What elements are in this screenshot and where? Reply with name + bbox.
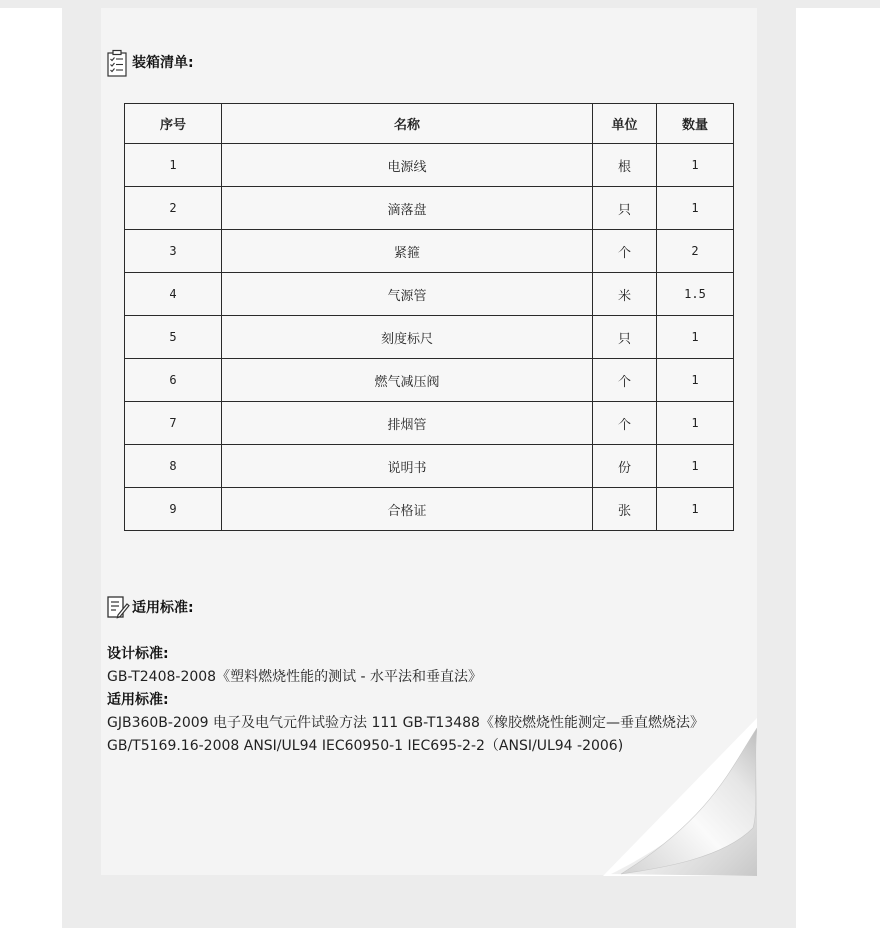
cell-unit: 张 <box>593 488 657 531</box>
applicable-standard-label: 适用标准: <box>107 692 169 708</box>
cell-no: 6 <box>125 359 222 402</box>
cell-name: 气源管 <box>222 273 593 316</box>
cell-name: 说明书 <box>222 445 593 488</box>
packing-list-title: 装箱清单: <box>132 55 194 71</box>
column-header-qty: 数量 <box>657 104 734 144</box>
table-row <box>125 445 734 488</box>
table-row <box>125 359 734 402</box>
cell-qty: 1 <box>657 488 734 531</box>
packing-list-table <box>124 103 734 531</box>
packing-list-header <box>106 49 194 75</box>
cell-no: 7 <box>125 402 222 445</box>
cell-no: 4 <box>125 273 222 316</box>
page-curl-decoration <box>603 718 757 876</box>
column-header-no: 序号 <box>125 104 222 144</box>
cell-name: 滴落盘 <box>222 187 593 230</box>
design-standard-text: GB-T2408-2008《塑料燃烧性能的测试 - 水平法和垂直法》 <box>107 669 483 685</box>
cell-unit: 只 <box>593 316 657 359</box>
cell-unit: 个 <box>593 230 657 273</box>
cell-unit: 份 <box>593 445 657 488</box>
cell-unit: 个 <box>593 359 657 402</box>
table-row <box>125 488 734 531</box>
cell-unit: 根 <box>593 144 657 187</box>
cell-name: 燃气减压阀 <box>222 359 593 402</box>
cell-qty: 2 <box>657 230 734 273</box>
table-header-row <box>125 104 734 144</box>
design-standard-label: 设计标准: <box>107 646 169 662</box>
checklist-icon <box>106 49 128 75</box>
cell-no: 8 <box>125 445 222 488</box>
cell-qty: 1 <box>657 144 734 187</box>
cell-no: 1 <box>125 144 222 187</box>
applicable-standard-line-2: GB/T5169.16-2008 ANSI/UL94 IEC60950-1 IEC695-2-2（ANSI/UL94 -2006) <box>107 738 624 754</box>
cell-name: 合格证 <box>222 488 593 531</box>
cell-unit: 米 <box>593 273 657 316</box>
column-header-unit: 单位 <box>593 104 657 144</box>
cell-name: 排烟管 <box>222 402 593 445</box>
standards-title: 适用标准: <box>132 600 194 616</box>
cell-qty: 1.5 <box>657 273 734 316</box>
cell-qty: 1 <box>657 316 734 359</box>
column-header-name: 名称 <box>222 104 593 144</box>
table-row <box>125 402 734 445</box>
top-bar <box>0 0 880 8</box>
cell-unit: 只 <box>593 187 657 230</box>
cell-qty: 1 <box>657 445 734 488</box>
standards-header <box>106 594 194 620</box>
applicable-standard-line-1: GJB360B-2009 电子及电气元件试验方法 111 GB-T13488《橡胶燃烧性能测定—垂直燃烧法》 <box>107 715 704 731</box>
cell-no: 3 <box>125 230 222 273</box>
cell-qty: 1 <box>657 359 734 402</box>
cell-no: 2 <box>125 187 222 230</box>
cell-name: 电源线 <box>222 144 593 187</box>
cell-qty: 1 <box>657 402 734 445</box>
table-row <box>125 144 734 187</box>
table-row <box>125 230 734 273</box>
cell-no: 9 <box>125 488 222 531</box>
notepad-pencil-icon <box>106 594 128 620</box>
table-row <box>125 316 734 359</box>
cell-name: 刻度标尺 <box>222 316 593 359</box>
table-row <box>125 273 734 316</box>
cell-qty: 1 <box>657 187 734 230</box>
cell-no: 5 <box>125 316 222 359</box>
cell-unit: 个 <box>593 402 657 445</box>
table-row <box>125 187 734 230</box>
cell-name: 紧箍 <box>222 230 593 273</box>
